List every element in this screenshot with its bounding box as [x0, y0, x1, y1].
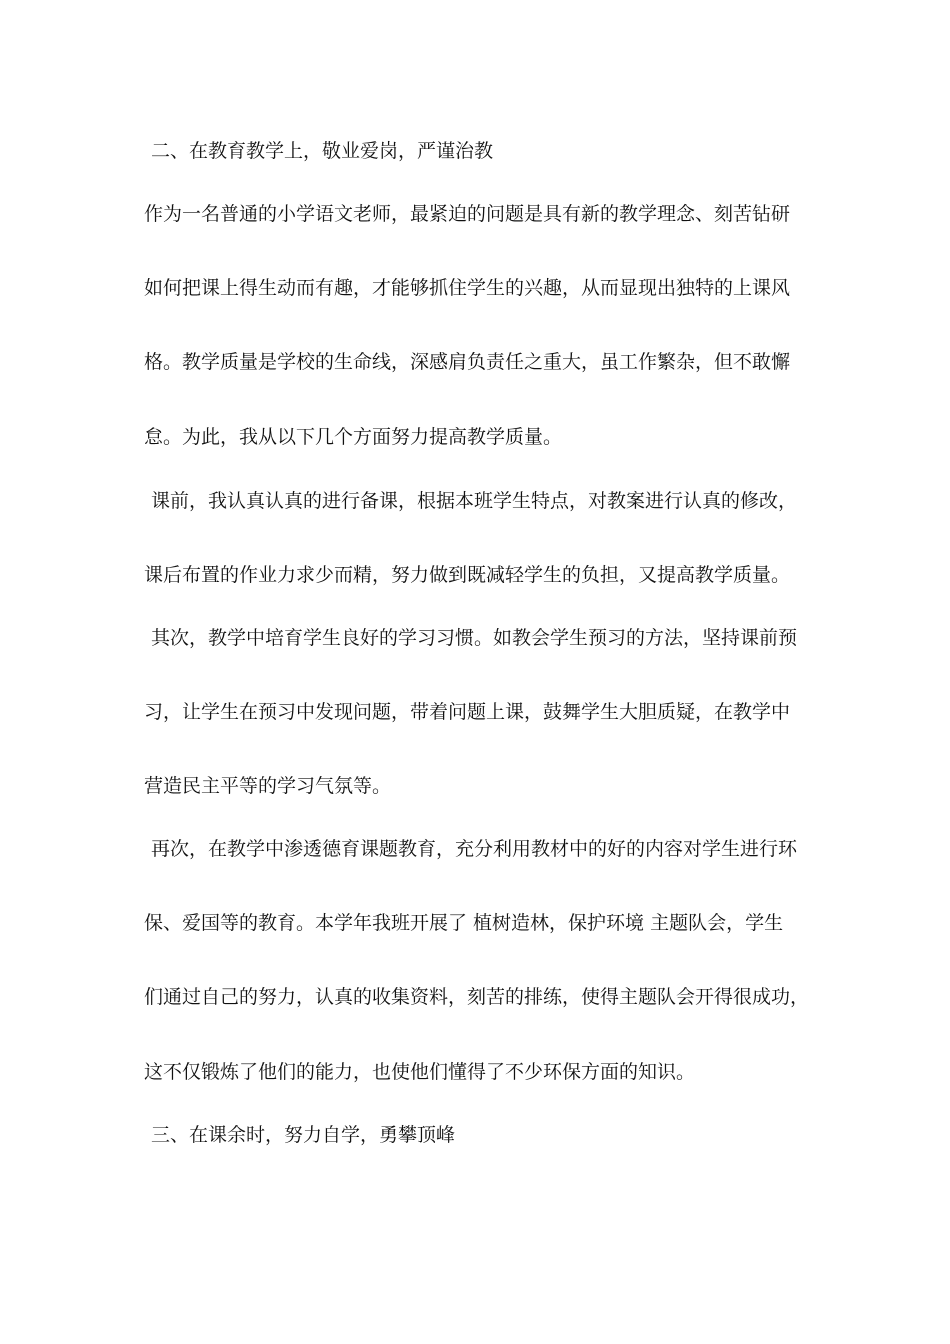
paragraph-line: 习，让学生在预习中发现问题，带着问题上课，鼓舞学生大胆质疑，在教学中 [144, 701, 791, 723]
paragraph-line: 格。教学质量是学校的生命线，深感肩负责任之重大，虽工作繁杂，但不敢懈 [144, 351, 791, 373]
paragraph-line: 作为一名普通的小学语文老师，最紧迫的问题是具有新的教学理念、刻苦钻研 [144, 203, 791, 225]
paragraph-line: 课前，我认真认真的进行备课，根据本班学生特点，对教案进行认真的修改， [151, 490, 798, 512]
paragraph-line: 课后布置的作业力求少而精，努力做到既减轻学生的负担，又提高教学质量。 [144, 564, 791, 586]
section-heading-3: 三、在课余时，努力自学，勇攀顶峰 [151, 1124, 456, 1146]
paragraph-line: 保、爱国等的教育。本学年我班开展了 植树造林，保护环境 主题队会，学生 [144, 912, 784, 934]
paragraph-line: 这不仅锻炼了他们的能力，也使他们懂得了不少环保方面的知识。 [144, 1061, 696, 1083]
paragraph-line: 其次，教学中培育学生良好的学习习惯。如教会学生预习的方法，坚持课前预 [151, 627, 798, 649]
paragraph-line: 再次，在教学中渗透德育课题教育，充分利用教材中的好的内容对学生进行环 [151, 838, 798, 860]
section-heading-2: 二、在教育教学上，敬业爱岗，严谨治教 [151, 140, 494, 162]
paragraph-line: 营造民主平等的学习气氛等。 [144, 775, 392, 797]
paragraph-line: 们通过自己的努力，认真的收集资料，刻苦的排练，使得主题队会开得很成功， [144, 986, 810, 1008]
paragraph-line: 怠。为此，我从以下几个方面努力提高教学质量。 [144, 426, 563, 448]
paragraph-line: 如何把课上得生动而有趣，才能够抓住学生的兴趣，从而显现出独特的上课风 [144, 277, 791, 299]
